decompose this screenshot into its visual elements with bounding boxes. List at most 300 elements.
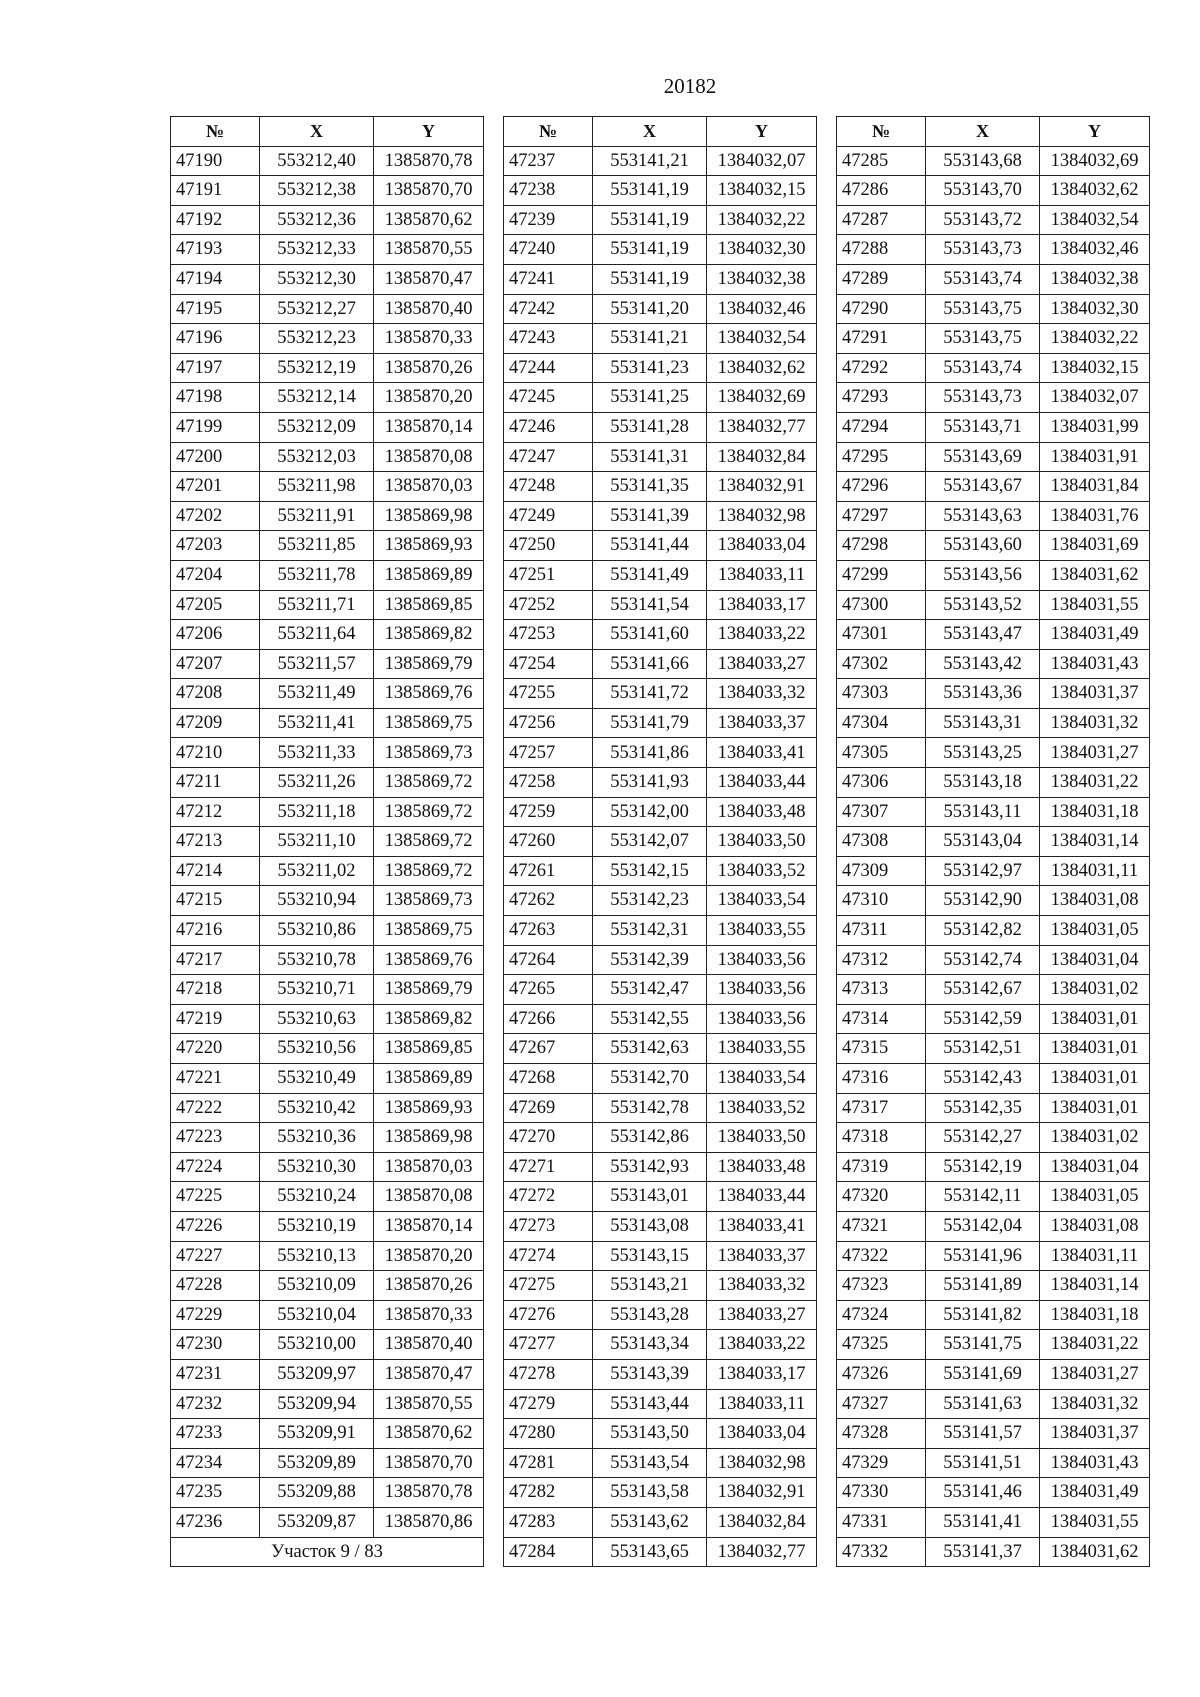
table-row [504,1123,817,1153]
x-coordinate: 553141,66 [593,649,707,679]
y-coordinate: 1385870,26 [374,353,484,383]
y-coordinate: 1384033,41 [707,738,817,768]
x-coordinate: 553142,51 [926,1034,1040,1064]
table-row [504,916,817,946]
x-coordinate: 553143,52 [926,590,1040,620]
x-coordinate: 553142,27 [926,1123,1040,1153]
x-coordinate: 553143,11 [926,797,1040,827]
table-row [504,472,817,502]
table-row [171,501,484,531]
x-coordinate: 553211,85 [260,531,374,561]
table-row [504,738,817,768]
table-row [837,1448,1150,1478]
point-number: 47252 [504,590,593,620]
point-number: 47272 [504,1182,593,1212]
point-number: 47315 [837,1034,926,1064]
point-number: 47302 [837,649,926,679]
y-coordinate: 1385870,20 [374,1241,484,1271]
table-row [837,738,1150,768]
point-number: 47232 [171,1389,260,1419]
y-coordinate: 1385870,08 [374,1182,484,1212]
y-coordinate: 1385869,73 [374,886,484,916]
x-coordinate: 553142,82 [926,916,1040,946]
y-coordinate: 1385869,72 [374,827,484,857]
footer-row [171,1537,484,1567]
table-row [837,975,1150,1005]
point-number: 47294 [837,412,926,442]
x-coordinate: 553212,14 [260,383,374,413]
point-number: 47234 [171,1448,260,1478]
table-row [504,1241,817,1271]
x-coordinate: 553141,96 [926,1241,1040,1271]
x-coordinate: 553211,98 [260,472,374,502]
x-coordinate: 553142,63 [593,1034,707,1064]
x-coordinate: 553143,63 [926,501,1040,531]
table-row [171,176,484,206]
table-row [171,205,484,235]
table-row [837,649,1150,679]
x-coordinate: 553210,71 [260,975,374,1005]
table-row [504,294,817,324]
point-number: 47287 [837,205,926,235]
table-row [504,856,817,886]
x-coordinate: 553210,86 [260,916,374,946]
table-row [171,856,484,886]
x-coordinate: 553143,74 [926,353,1040,383]
point-number: 47288 [837,235,926,265]
point-number: 47242 [504,294,593,324]
y-coordinate: 1384031,04 [1040,945,1150,975]
x-coordinate: 553209,87 [260,1507,374,1537]
point-number: 47228 [171,1271,260,1301]
table-row [837,1182,1150,1212]
y-coordinate: 1385869,76 [374,945,484,975]
table-row [171,1300,484,1330]
point-number: 47247 [504,442,593,472]
point-number: 47323 [837,1271,926,1301]
point-number: 47304 [837,708,926,738]
x-coordinate: 553142,93 [593,1152,707,1182]
y-coordinate: 1384032,84 [707,442,817,472]
point-number: 47299 [837,560,926,590]
point-number: 47293 [837,383,926,413]
y-coordinate: 1384032,07 [1040,383,1150,413]
point-number: 47254 [504,649,593,679]
y-coordinate: 1384032,46 [707,294,817,324]
x-coordinate: 553210,00 [260,1330,374,1360]
y-coordinate: 1384031,49 [1040,620,1150,650]
x-coordinate: 553210,36 [260,1123,374,1153]
table-row [504,1448,817,1478]
page-number: 20182 [663,74,717,98]
y-coordinate: 1385869,79 [374,649,484,679]
table-row [837,1093,1150,1123]
y-coordinate: 1385869,73 [374,738,484,768]
table-row [171,531,484,561]
point-number: 47313 [837,975,926,1005]
y-coordinate: 1384033,50 [707,827,817,857]
table-row [171,294,484,324]
y-coordinate: 1385870,14 [374,1211,484,1241]
y-coordinate: 1384031,01 [1040,1004,1150,1034]
x-coordinate: 553143,44 [593,1389,707,1419]
x-coordinate: 553141,82 [926,1300,1040,1330]
table-row [171,1004,484,1034]
point-number: 47317 [837,1093,926,1123]
x-coordinate: 553141,21 [593,324,707,354]
coordinate-table-1 [170,116,484,1567]
table-row [171,1330,484,1360]
point-number: 47256 [504,708,593,738]
x-coordinate: 553141,25 [593,383,707,413]
y-coordinate: 1385870,78 [374,1478,484,1508]
x-coordinate: 553209,91 [260,1419,374,1449]
table-row [171,1507,484,1537]
x-coordinate: 553212,33 [260,235,374,265]
table-row [837,1211,1150,1241]
point-number: 47251 [504,560,593,590]
y-coordinate: 1385869,75 [374,708,484,738]
y-coordinate: 1385869,79 [374,975,484,1005]
point-number: 47216 [171,916,260,946]
point-number: 47244 [504,353,593,383]
x-coordinate: 553143,58 [593,1478,707,1508]
y-coordinate: 1384031,04 [1040,1152,1150,1182]
point-number: 47243 [504,324,593,354]
point-number: 47210 [171,738,260,768]
y-coordinate: 1384031,02 [1040,1123,1150,1153]
y-coordinate: 1384031,14 [1040,1271,1150,1301]
x-coordinate: 553209,89 [260,1448,374,1478]
y-coordinate: 1384031,11 [1040,856,1150,886]
x-coordinate: 553212,36 [260,205,374,235]
table-row [504,412,817,442]
table-row [171,886,484,916]
y-coordinate: 1385870,62 [374,205,484,235]
y-coordinate: 1384032,54 [707,324,817,354]
y-coordinate: 1384033,11 [707,1389,817,1419]
y-coordinate: 1385869,82 [374,1004,484,1034]
y-coordinate: 1384032,22 [1040,324,1150,354]
y-coordinate: 1385870,62 [374,1419,484,1449]
table-row [504,146,817,176]
y-coordinate: 1384033,27 [707,1300,817,1330]
y-coordinate: 1385869,72 [374,768,484,798]
y-coordinate: 1385870,70 [374,176,484,206]
y-coordinate: 1384032,91 [707,472,817,502]
y-coordinate: 1385870,20 [374,383,484,413]
y-coordinate: 1384033,22 [707,620,817,650]
y-coordinate: 1384031,27 [1040,738,1150,768]
table-row [837,442,1150,472]
point-number: 47260 [504,827,593,857]
y-coordinate: 1384033,56 [707,945,817,975]
point-number: 47269 [504,1093,593,1123]
y-coordinate: 1384032,22 [707,205,817,235]
y-coordinate: 1385870,78 [374,146,484,176]
y-coordinate: 1384031,69 [1040,531,1150,561]
x-coordinate: 553143,72 [926,205,1040,235]
y-coordinate: 1385869,85 [374,1034,484,1064]
table-row [837,1419,1150,1449]
table-row [837,768,1150,798]
y-coordinate: 1384033,54 [707,886,817,916]
table-row [504,768,817,798]
y-coordinate: 1384031,08 [1040,1211,1150,1241]
table-row [171,1034,484,1064]
y-coordinate: 1384031,62 [1040,560,1150,590]
y-coordinate: 1384033,55 [707,1034,817,1064]
y-coordinate: 1384033,17 [707,590,817,620]
y-coordinate: 1384031,01 [1040,1093,1150,1123]
y-coordinate: 1384032,38 [1040,264,1150,294]
table-row [837,1478,1150,1508]
x-coordinate: 553141,20 [593,294,707,324]
x-coordinate: 553142,23 [593,886,707,916]
point-number: 47328 [837,1419,926,1449]
table-row [171,383,484,413]
table-row [837,1034,1150,1064]
table-row [837,1537,1150,1567]
point-number: 47227 [171,1241,260,1271]
x-coordinate: 553141,54 [593,590,707,620]
x-coordinate: 553142,39 [593,945,707,975]
y-coordinate: 1385869,98 [374,501,484,531]
x-coordinate: 553212,27 [260,294,374,324]
table-row [504,1034,817,1064]
x-coordinate: 553141,86 [593,738,707,768]
y-coordinate: 1384031,05 [1040,1182,1150,1212]
table-row [504,1271,817,1301]
point-number: 47250 [504,531,593,561]
x-coordinate: 553141,23 [593,353,707,383]
point-number: 47292 [837,353,926,383]
table-row [837,1064,1150,1094]
y-coordinate: 1384031,05 [1040,916,1150,946]
table-row [171,1271,484,1301]
x-coordinate: 553211,41 [260,708,374,738]
y-coordinate: 1384031,14 [1040,827,1150,857]
point-number: 47322 [837,1241,926,1271]
x-coordinate: 553210,56 [260,1034,374,1064]
point-number: 47331 [837,1507,926,1537]
table-row [171,916,484,946]
table-row [171,324,484,354]
point-number: 47197 [171,353,260,383]
table-row [171,1241,484,1271]
y-coordinate: 1384033,37 [707,1241,817,1271]
x-coordinate: 553143,04 [926,827,1040,857]
point-number: 47295 [837,442,926,472]
x-coordinate: 553141,21 [593,146,707,176]
y-coordinate: 1384033,55 [707,916,817,946]
x-coordinate: 553141,46 [926,1478,1040,1508]
x-coordinate: 553141,31 [593,442,707,472]
y-coordinate: 1385869,93 [374,1093,484,1123]
x-coordinate: 553142,97 [926,856,1040,886]
table-row [171,827,484,857]
y-coordinate: 1384033,22 [707,1330,817,1360]
table-row [171,679,484,709]
x-coordinate: 553212,09 [260,412,374,442]
y-coordinate: 1384033,32 [707,1271,817,1301]
point-number: 47246 [504,412,593,442]
x-coordinate: 553141,89 [926,1271,1040,1301]
y-coordinate: 1384032,54 [1040,205,1150,235]
x-coordinate: 553141,72 [593,679,707,709]
point-number: 47261 [504,856,593,886]
y-coordinate: 1385869,85 [374,590,484,620]
point-number: 47296 [837,472,926,502]
y-coordinate: 1385870,47 [374,264,484,294]
y-coordinate: 1384031,22 [1040,768,1150,798]
point-number: 47286 [837,176,926,206]
point-number: 47206 [171,620,260,650]
table-row [837,531,1150,561]
x-coordinate: 553210,19 [260,1211,374,1241]
y-coordinate: 1385869,82 [374,620,484,650]
x-coordinate: 553143,75 [926,294,1040,324]
x-coordinate: 553142,78 [593,1093,707,1123]
point-number: 47314 [837,1004,926,1034]
table-row [171,975,484,1005]
x-coordinate: 553141,69 [926,1359,1040,1389]
point-number: 47249 [504,501,593,531]
table-row [171,1123,484,1153]
x-coordinate: 553141,35 [593,472,707,502]
table-row [171,620,484,650]
table-row [837,176,1150,206]
x-coordinate: 553143,47 [926,620,1040,650]
y-coordinate: 1384032,84 [707,1507,817,1537]
table-row [504,1419,817,1449]
table-row [171,1478,484,1508]
point-number: 47258 [504,768,593,798]
x-coordinate: 553143,73 [926,235,1040,265]
point-number: 47312 [837,945,926,975]
x-coordinate: 553212,23 [260,324,374,354]
x-coordinate: 553210,63 [260,1004,374,1034]
coordinate-table-2 [503,116,817,1567]
point-number: 47193 [171,235,260,265]
table-row [171,797,484,827]
header-x: X [593,117,707,147]
y-coordinate: 1384032,98 [707,501,817,531]
point-number: 47259 [504,797,593,827]
header-y: Y [707,117,817,147]
x-coordinate: 553143,68 [926,146,1040,176]
x-coordinate: 553209,94 [260,1389,374,1419]
x-coordinate: 553142,43 [926,1064,1040,1094]
y-coordinate: 1384031,55 [1040,590,1150,620]
x-coordinate: 553211,33 [260,738,374,768]
y-coordinate: 1384032,38 [707,264,817,294]
x-coordinate: 553141,51 [926,1448,1040,1478]
point-number: 47194 [171,264,260,294]
table-row [837,945,1150,975]
point-number: 47320 [837,1182,926,1212]
header-number: № [171,117,260,147]
table-row [504,235,817,265]
table-row [171,1359,484,1389]
x-coordinate: 553141,19 [593,264,707,294]
point-number: 47214 [171,856,260,886]
table-row [837,294,1150,324]
x-coordinate: 553210,94 [260,886,374,916]
x-coordinate: 553142,07 [593,827,707,857]
y-coordinate: 1384032,07 [707,146,817,176]
table-row [837,679,1150,709]
point-number: 47329 [837,1448,926,1478]
table-row [171,1064,484,1094]
y-coordinate: 1385869,72 [374,797,484,827]
y-coordinate: 1385869,89 [374,1064,484,1094]
table-row [837,1004,1150,1034]
y-coordinate: 1384031,43 [1040,1448,1150,1478]
table-row [504,1004,817,1034]
y-coordinate: 1384033,48 [707,1152,817,1182]
x-coordinate: 553143,28 [593,1300,707,1330]
y-coordinate: 1384033,11 [707,560,817,590]
point-number: 47196 [171,324,260,354]
table-row [837,1241,1150,1271]
point-number: 47225 [171,1182,260,1212]
y-coordinate: 1384033,04 [707,1419,817,1449]
y-coordinate: 1384033,37 [707,708,817,738]
point-number: 47207 [171,649,260,679]
y-coordinate: 1385870,86 [374,1507,484,1537]
x-coordinate: 553141,19 [593,205,707,235]
table-row [504,1389,817,1419]
y-coordinate: 1384033,48 [707,797,817,827]
table-row [837,472,1150,502]
point-number: 47282 [504,1478,593,1508]
y-coordinate: 1384033,27 [707,649,817,679]
y-coordinate: 1384033,50 [707,1123,817,1153]
table-row [504,1300,817,1330]
y-coordinate: 1384033,17 [707,1359,817,1389]
table-row [171,1448,484,1478]
table-row [504,827,817,857]
table-row [171,738,484,768]
point-number: 47309 [837,856,926,886]
table-row [504,264,817,294]
point-number: 47233 [171,1419,260,1449]
x-coordinate: 553142,11 [926,1182,1040,1212]
table-row [837,264,1150,294]
point-number: 47205 [171,590,260,620]
y-coordinate: 1384032,91 [707,1478,817,1508]
point-number: 47231 [171,1359,260,1389]
table-row [504,501,817,531]
point-number: 47245 [504,383,593,413]
point-number: 47203 [171,531,260,561]
x-coordinate: 553210,42 [260,1093,374,1123]
y-coordinate: 1384032,62 [1040,176,1150,206]
point-number: 47223 [171,1123,260,1153]
table-row [171,649,484,679]
point-number: 47263 [504,916,593,946]
coordinate-table-3 [836,116,1150,1567]
point-number: 47271 [504,1152,593,1182]
y-coordinate: 1384031,43 [1040,649,1150,679]
table-row [504,1478,817,1508]
point-number: 47316 [837,1064,926,1094]
point-number: 47215 [171,886,260,916]
point-number: 47240 [504,235,593,265]
table-row [171,472,484,502]
header-number: № [504,117,593,147]
